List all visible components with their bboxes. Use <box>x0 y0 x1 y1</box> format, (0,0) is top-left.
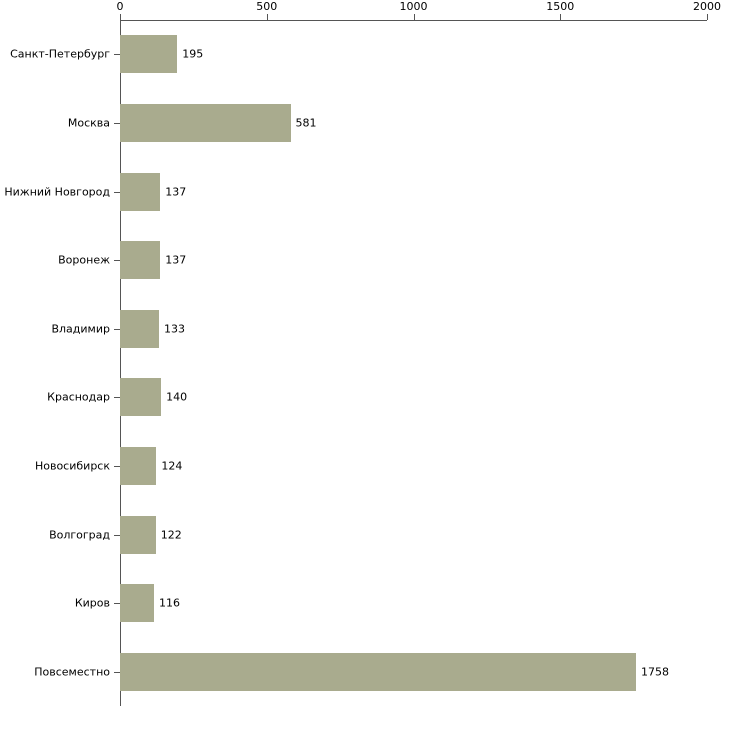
y-axis-category-label: Повсеместно <box>34 665 110 679</box>
bar[interactable] <box>120 584 154 622</box>
x-tick-label: 1500 <box>546 0 575 13</box>
bar-value-label: 140 <box>166 390 188 404</box>
x-axis-line <box>120 20 707 21</box>
bar-value-label: 137 <box>165 253 187 267</box>
bar-value-label: 581 <box>295 116 317 130</box>
bar[interactable] <box>120 104 291 142</box>
bar[interactable] <box>120 241 160 279</box>
x-tick-label: 500 <box>256 0 278 13</box>
bar-value-label: 137 <box>165 185 187 198</box>
bar[interactable] <box>120 447 156 485</box>
x-tick-mark <box>120 14 121 20</box>
bar[interactable] <box>120 378 161 416</box>
y-axis-category-label: Киров <box>74 596 110 610</box>
bar-value-label: 1758 <box>640 665 669 679</box>
x-tick-mark <box>707 14 708 20</box>
y-axis-category-label: Санкт-Петербург <box>10 47 110 61</box>
bar-value-label: 195 <box>182 47 204 61</box>
y-axis-category-label: Волгоград <box>49 528 110 541</box>
x-tick-mark <box>414 14 415 20</box>
y-axis-category-label: Новосибирск <box>34 459 110 473</box>
bar[interactable] <box>120 35 177 73</box>
bar-value-label: 133 <box>164 322 186 336</box>
bar[interactable] <box>120 516 156 554</box>
y-axis-category-label: Владимир <box>51 322 110 336</box>
bar[interactable] <box>120 653 636 691</box>
bar-value-label: 124 <box>161 459 183 473</box>
bar-value-label: 122 <box>160 528 182 541</box>
y-axis-category-label: Воронеж <box>58 253 110 267</box>
x-tick-label: 1000 <box>399 0 428 13</box>
y-axis-category-label: Краснодар <box>47 390 110 404</box>
y-axis-category-label: Москва <box>67 116 110 130</box>
x-tick-mark <box>267 14 268 20</box>
y-axis-category-label: Нижний Новгород <box>4 185 110 198</box>
bar[interactable] <box>120 310 159 348</box>
x-tick-label: 2000 <box>693 0 721 13</box>
bar[interactable] <box>120 173 160 211</box>
bar-value-label: 116 <box>159 596 181 610</box>
x-tick-label: 0 <box>116 0 124 13</box>
x-tick-mark <box>560 14 561 20</box>
